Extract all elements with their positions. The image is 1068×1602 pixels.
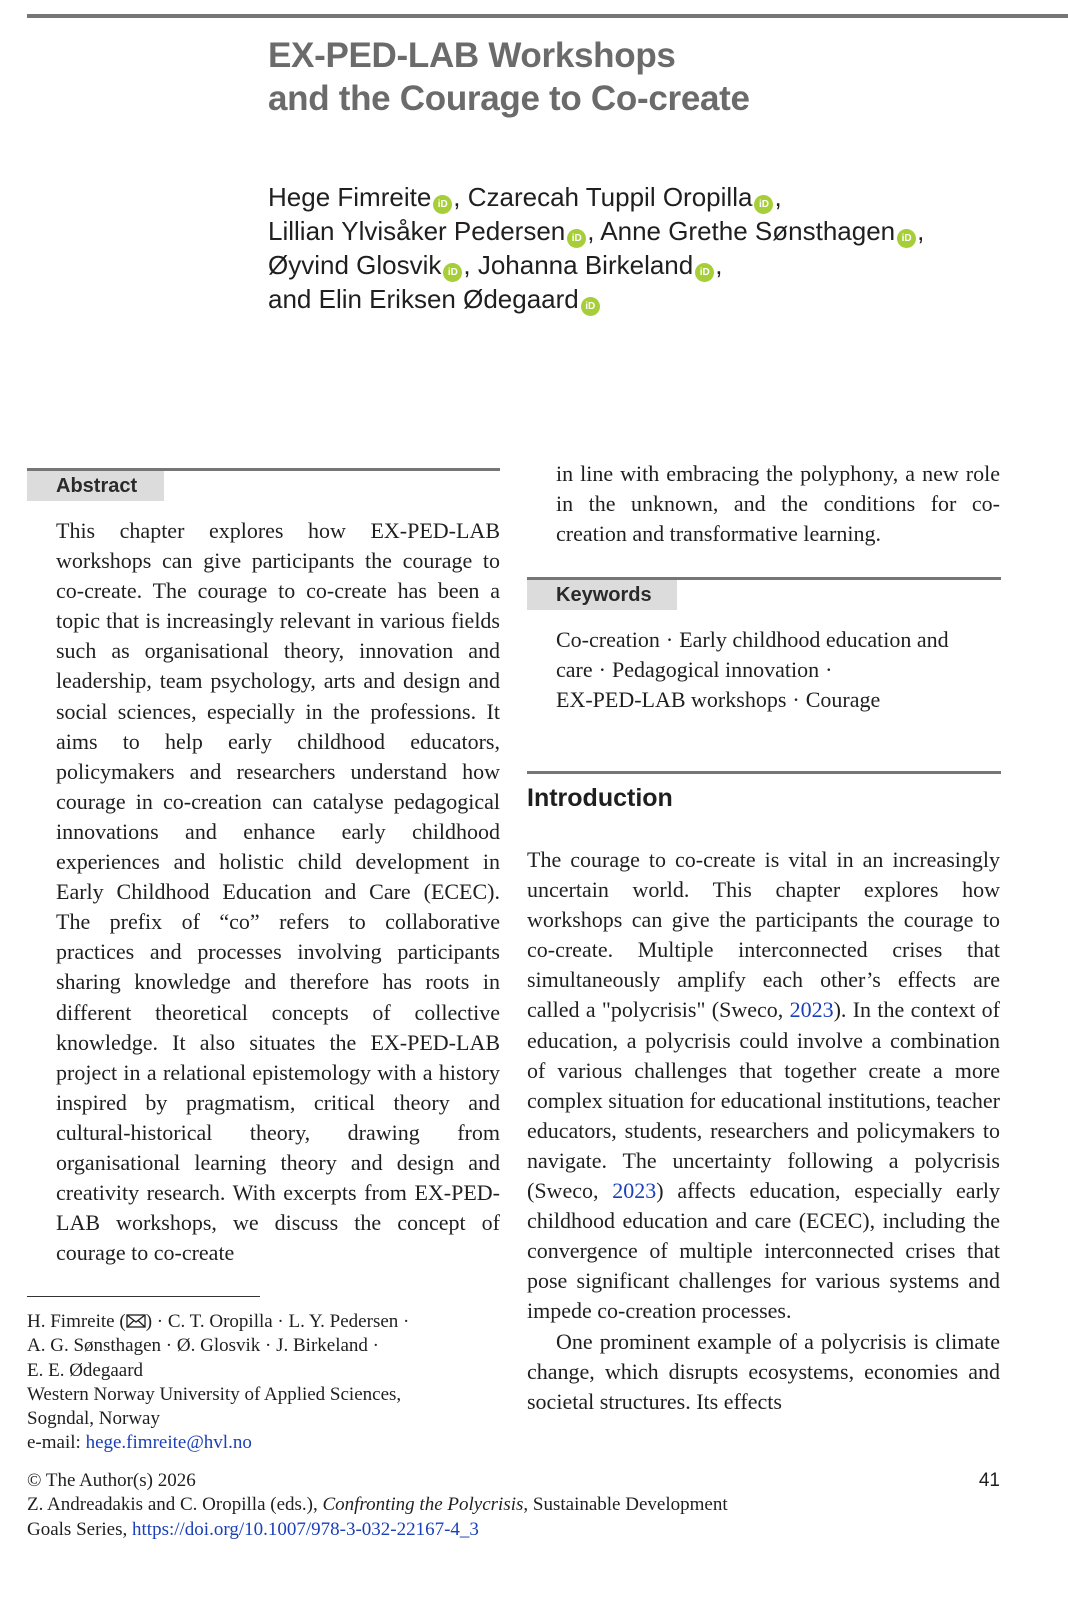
page-number: 41 <box>978 1470 1000 1491</box>
footnote-line <box>27 1310 497 1334</box>
email-label: e-mail: <box>27 1432 86 1454</box>
keyword: Early childhood education and care <box>556 627 949 683</box>
footer-line <box>27 1493 787 1517</box>
keyword: EX-PED-LAB workshops <box>556 687 787 713</box>
text-run: ) · C. T. Oropilla · L. Y. Pedersen · <box>145 1311 410 1332</box>
title-line-2: and the Courage to Co-create <box>268 79 750 118</box>
footnote-line: E. E. Ødegaard <box>27 1359 144 1381</box>
keyword: Courage <box>805 687 881 713</box>
orcid-icon[interactable]: iD <box>567 229 586 248</box>
envelope-icon[interactable] <box>126 1314 146 1328</box>
author-separator: , <box>917 216 925 246</box>
footnote-line: Sogndal, Norway <box>27 1408 160 1430</box>
keyword: Co-creation <box>556 627 660 652</box>
introduction-paragraph-1 <box>527 845 1000 1327</box>
abstract-label: Abstract <box>27 471 164 501</box>
keyword-separator: · <box>792 687 800 713</box>
author-name: Hege Fimreite <box>268 182 432 212</box>
text-run: Goals Series, <box>27 1518 133 1540</box>
title-line-1: EX-PED-LAB Workshops <box>268 36 676 75</box>
author-line-2 <box>268 214 1028 248</box>
orcid-icon[interactable]: iD <box>443 263 462 282</box>
text-run: , Sustainable Development <box>523 1494 728 1516</box>
footnote-line <box>27 1431 497 1455</box>
keyword-separator: · <box>665 627 674 652</box>
author-separator: , <box>774 182 782 212</box>
author-separator: , <box>587 216 601 246</box>
orcid-icon[interactable]: iD <box>754 195 773 214</box>
keywords-list <box>556 625 1000 715</box>
introduction-text <box>527 845 1000 1417</box>
chapter-title <box>268 34 1028 120</box>
text-run: H. Fimreite ( <box>27 1311 126 1332</box>
author-name: Lillian Ylvisåker Pedersen <box>268 216 566 246</box>
text-run: Z. Andreadakis and C. Oropilla (eds.), <box>27 1494 323 1516</box>
keyword-separator: · <box>825 657 833 683</box>
orcid-icon[interactable]: iD <box>581 297 600 316</box>
author-line-4 <box>268 282 1028 316</box>
footnote-rule <box>27 1296 260 1297</box>
text-run: The courage to co-create is vital in an increasingly uncertain world. This chapter explores how workshops can give the participants the courage to co-create. Multiple interconnected crises that simultaneously amplify each other’s effects are called a "polycrisis" (Sweco, <box>527 847 1000 1023</box>
orcid-icon[interactable]: iD <box>897 229 916 248</box>
text-run: ). In the context of education, a polycrisis could involve a combination of various challenges that together create a more complex situation for educational institutions, teacher educators, students, researchers and policymakers to navigate. The uncertainty following a polycrisis (Sweco, <box>527 997 1000 1204</box>
author-name: Øyvind Glosvik <box>268 250 442 280</box>
citation-link[interactable]: 2023 <box>789 997 834 1023</box>
doi-link[interactable]: https://doi.org/10.1007/978-3-032-22167-4_3 <box>132 1518 479 1540</box>
top-rule <box>27 14 1068 18</box>
orcid-icon[interactable]: iD <box>695 263 714 282</box>
abstract-text-continued <box>556 459 1000 549</box>
citation-link[interactable]: 2023 <box>612 1178 657 1204</box>
abstract-paragraph: This chapter explores how EX-PED-LAB workshops can give participants the courage to co-create. The courage to co-create has been a topic that is increasingly relevant in various fields such as organisational theory, innovation and leadership, team psychology, arts and design and social sciences, especially in the professions. It aims to help early childhood educators, policymakers and researchers understand how courage in co-creation can catalyse pedagogical innovations and enhance early childhood experiences and holistic child development in Early Childhood Education and Care (ECEC). The prefix of “co” refers to collaborative practices and processes involving participants sharing knowledge and therefore has roots in different theoretical concepts of collective knowledge. It also situates the EX-PED-LAB project in a relational epistemology with a history inspired by pragmatism, critical theory and cultural-historical theory, drawing from organisational learning theory and design and creativity research. With excerpts from EX-PED-LAB workshops, we discuss the concept of courage to co-create <box>56 518 500 1266</box>
affiliation-footnote <box>27 1310 497 1456</box>
book-title: Confronting the Polycrisis <box>322 1494 524 1516</box>
keyword: Pedagogical innovation <box>611 657 820 683</box>
author-name: Anne Grethe Sønsthagen <box>600 216 896 246</box>
introduction-heading: Introduction <box>527 784 673 812</box>
abstract-paragraph-continued: in line with embracing the polyphony, a new role in the unknown, and the conditions for co-creation and transformative learning. <box>556 461 1000 547</box>
footer-line <box>27 1518 787 1542</box>
email-link[interactable]: hege.fimreite@hvl.no <box>85 1432 252 1454</box>
introduction-rule <box>527 771 1001 774</box>
author-line-3 <box>268 248 1028 282</box>
copyright-line: © The Author(s) 2026 <box>27 1470 196 1491</box>
author-name: and Elin Eriksen Ødegaard <box>268 284 579 314</box>
author-name: Johanna Birkeland <box>477 250 694 280</box>
keywords-label: Keywords <box>527 580 677 610</box>
introduction-paragraph-2: One prominent example of a polycrisis is climate change, which disrupts ecosystems, economies and societal structures. Its effects <box>527 1328 1000 1414</box>
author-list <box>268 180 1028 316</box>
author-line-1 <box>268 180 1028 214</box>
author-separator: , <box>715 250 723 280</box>
orcid-icon[interactable]: iD <box>433 195 452 214</box>
keyword-separator: · <box>598 657 606 683</box>
author-separator: , <box>453 182 468 212</box>
text-run: ) affects education, especially early childhood education and care (ECEC), including the convergence of multiple interconnected crises that pose significant challenges for various systems and impede co-creation processes. <box>527 1178 1001 1324</box>
page-footer <box>27 1469 787 1542</box>
author-separator: , <box>463 250 478 280</box>
author-name: Czarecah Tuppil Oropilla <box>467 182 753 212</box>
footnote-line: A. G. Sønsthagen · Ø. Glosvik · J. Birkeland · <box>27 1335 379 1357</box>
footnote-line: Western Norway University of Applied Sciences, <box>27 1383 402 1405</box>
abstract-text <box>56 516 500 1268</box>
